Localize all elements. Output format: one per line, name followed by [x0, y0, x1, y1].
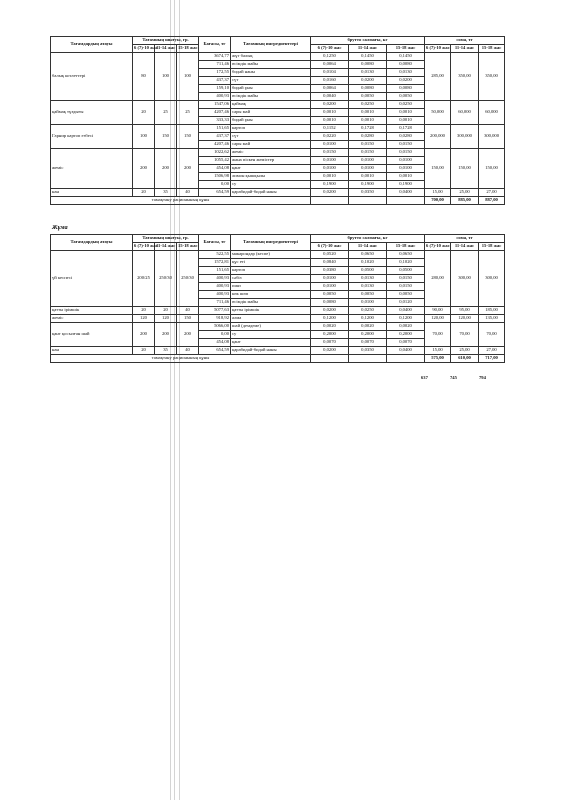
- brutto-value: 0,0150: [387, 283, 425, 291]
- age-header: 11-14 жас: [349, 243, 387, 251]
- dish-name: қант қосылған шай: [51, 323, 133, 347]
- extra-total: 745: [450, 375, 457, 380]
- portion-value: 250/30: [177, 251, 199, 307]
- portion-value: 35: [155, 347, 177, 355]
- table-row: [51, 149, 505, 157]
- price-value: 3674,77: [199, 53, 231, 61]
- brutto-value: 0,0050: [387, 291, 425, 299]
- ingredient-name: сәбіз: [231, 275, 311, 283]
- brutto-value: 0,0400: [387, 307, 425, 315]
- dish-name: Гарнир картоп езбесі: [51, 125, 133, 149]
- brutto-value: 0,0200: [349, 77, 387, 85]
- portion-value: 35: [155, 189, 177, 197]
- dish-name: қаймақ тұздығы: [51, 101, 133, 125]
- table-row: [51, 315, 505, 323]
- price-value: 400,93: [199, 291, 231, 299]
- col-ingredient-header: Тағамның ингредиенттері: [231, 235, 311, 251]
- price-value: 918,92: [199, 315, 231, 323]
- age-header: 6 (7)-10 жас: [133, 243, 155, 251]
- ration-cost-total: 885,00: [451, 197, 479, 205]
- table-row: [51, 307, 505, 315]
- ingredient-name: сүт: [231, 77, 311, 85]
- amount-value: 70,00: [425, 323, 451, 347]
- brutto-value: 0,0020: [349, 323, 387, 331]
- amount-value: 300,000: [451, 125, 479, 149]
- brutto-value: 0,0130: [349, 69, 387, 77]
- price-value: 159,10: [199, 85, 231, 93]
- brutto-value: 0,0150: [349, 149, 387, 157]
- ration-cost-total: 575,00: [425, 355, 451, 363]
- brutto-value: 0,0250: [349, 307, 387, 315]
- age-header: 6 (7)-10 жас: [425, 243, 451, 251]
- brutto-value: 0,0250: [387, 101, 425, 109]
- portion-value: 40: [177, 189, 199, 197]
- brutto-value: 0,0150: [387, 149, 425, 157]
- price-value: 1022,62: [199, 149, 231, 157]
- col-dish-header: Тағамдардың атауы: [51, 235, 133, 251]
- amount-value: 150,00: [425, 149, 451, 189]
- price-value: 1055,42: [199, 157, 231, 165]
- ingredient-name: пияз: [231, 283, 311, 291]
- brutto-value: 0,0020: [311, 323, 349, 331]
- brutto-value: 0,0080: [387, 85, 425, 93]
- table-row: [51, 101, 505, 109]
- brutto-value: 0,1250: [311, 53, 349, 61]
- brutto-value: 0,1900: [311, 181, 349, 189]
- amount-value: 15,00: [425, 347, 451, 355]
- dish-name: балық котлеттері: [51, 53, 133, 101]
- brutto-value: 0,0250: [349, 101, 387, 109]
- brutto-value: 0,2000: [349, 331, 387, 339]
- ingredient-name: лимон қышқылы: [231, 173, 311, 181]
- price-value: 5077,63: [199, 307, 231, 315]
- brutto-value: 0,1020: [387, 259, 425, 267]
- portion-value: 100: [133, 125, 155, 149]
- brutto-value: 0,0010: [387, 109, 425, 117]
- ingredient-name: қарабидай-бидай наны: [231, 347, 311, 355]
- amount-value: 120,00: [451, 315, 479, 323]
- extra-total: 794: [479, 375, 486, 380]
- brutto-value: 0,0120: [387, 299, 425, 307]
- table-row: [51, 347, 505, 355]
- ingredient-name: қатты ірімшік: [231, 307, 311, 315]
- extra-total: 637: [421, 375, 428, 380]
- price-value: 5066,00: [199, 323, 231, 331]
- brutto-value: 0,0130: [387, 69, 425, 77]
- brutto-value: 0,0200: [311, 347, 349, 355]
- brutto-value: 0,0500: [349, 267, 387, 275]
- col-brutto-header: брутто салмағы, кг: [311, 235, 425, 243]
- price-value: 711,46: [199, 299, 231, 307]
- brutto-value: 0,0010: [387, 117, 425, 125]
- brutto-value: 0,0100: [387, 165, 425, 173]
- price-value: 711,46: [199, 61, 231, 69]
- brutto-value: 0,0080: [387, 61, 425, 69]
- brutto-value: 0,2000: [311, 331, 349, 339]
- ration-cost-total: 700,00: [425, 197, 451, 205]
- age-header: 15-18 жас: [177, 243, 199, 251]
- age-header: 6 (7)-10 жас: [133, 45, 155, 53]
- portion-value: 200: [177, 149, 199, 189]
- brutto-value: 0,0400: [387, 189, 425, 197]
- col-amount-header: сома, тг: [425, 235, 505, 243]
- col-portion-header: Тағамның шығуы, гр.: [133, 235, 199, 243]
- col-brutto-header: брутто салмағы, кг: [311, 37, 425, 45]
- table-row: [51, 189, 505, 197]
- portion-value: 20: [133, 101, 155, 125]
- menu-table-day2: [50, 234, 505, 363]
- brutto-value: 0,1020: [349, 259, 387, 267]
- amount-value: 200,000: [425, 125, 451, 149]
- col-price-header: Бағасы, тг: [199, 235, 231, 251]
- ingredient-name: бидай ұны: [231, 117, 311, 125]
- brutto-value: 0,0100: [387, 157, 425, 165]
- brutto-value: 0,0520: [311, 251, 349, 259]
- portion-value: 20: [155, 307, 177, 315]
- col-portion-header: Тағамның шығуы, гр.: [133, 37, 199, 45]
- brutto-value: 0,0010: [311, 117, 349, 125]
- price-value: 4207,46: [199, 141, 231, 149]
- portion-value: 200: [155, 323, 177, 347]
- brutto-value: 0,0080: [349, 61, 387, 69]
- brutto-value: 0,1200: [349, 315, 387, 323]
- price-value: 400,93: [199, 275, 231, 283]
- age-header: 11-14 жас: [155, 45, 177, 53]
- ingredient-name: жана піскен жемістер: [231, 157, 311, 165]
- ingredient-name: макарондар (кеспе): [231, 251, 311, 259]
- age-header: 6 (7)-10 жас: [311, 45, 349, 53]
- age-header: 15-18 жас: [387, 45, 425, 53]
- col-amount-header: сома, тг: [425, 37, 505, 45]
- brutto-value: 0,0200: [311, 189, 349, 197]
- price-value: 0,00: [199, 181, 231, 189]
- portion-value: 40: [177, 347, 199, 355]
- portion-value: 200: [133, 323, 155, 347]
- brutto-value: 0,0500: [387, 267, 425, 275]
- amount-value: 300,000: [479, 125, 505, 149]
- brutto-value: 0,1200: [387, 315, 425, 323]
- brutto-value: 0,0070: [311, 339, 349, 347]
- col-ingredient-header: Тағамның ингредиенттері: [231, 37, 311, 53]
- portion-value: 200: [177, 323, 199, 347]
- brutto-value: 0,0100: [311, 165, 349, 173]
- portion-value: 20: [133, 347, 155, 355]
- table-row: [51, 53, 505, 61]
- amount-value: 120,00: [425, 315, 451, 323]
- ingredient-name: су: [231, 331, 311, 339]
- brutto-value: 0,0350: [349, 189, 387, 197]
- brutto-value: 0,1152: [311, 125, 349, 133]
- brutto-value: 0,1900: [387, 181, 425, 189]
- amount-value: 50,000: [425, 101, 451, 125]
- portion-value: 25: [155, 101, 177, 125]
- portion-value: 100: [155, 53, 177, 101]
- ration-cost-label: тамақтану рационының құны: [51, 197, 311, 205]
- age-header: 6 (7)-10 жас: [311, 243, 349, 251]
- brutto-value: 0,0130: [349, 283, 387, 291]
- amount-value: 25,00: [451, 189, 479, 197]
- brutto-value: 0,0150: [387, 275, 425, 283]
- amount-value: 60,000: [479, 101, 505, 125]
- brutto-value: 0,1450: [349, 53, 387, 61]
- brutto-value: 0,1900: [349, 181, 387, 189]
- ingredient-name: өсімдік майы: [231, 61, 311, 69]
- portion-value: 120: [155, 315, 177, 323]
- ingredient-name: картоп: [231, 125, 311, 133]
- brutto-value: 0,0050: [311, 291, 349, 299]
- price-value: 4207,46: [199, 109, 231, 117]
- amount-value: 95,00: [451, 307, 479, 315]
- price-value: 454,08: [199, 165, 231, 173]
- portion-value: 150: [177, 315, 199, 323]
- amount-value: 15,00: [425, 189, 451, 197]
- price-value: 333,33: [199, 117, 231, 125]
- ingredient-name: сары май: [231, 109, 311, 117]
- amount-value: 300,00: [451, 251, 479, 307]
- amount-value: 25,00: [451, 347, 479, 355]
- price-value: 1506,98: [199, 173, 231, 181]
- brutto-value: 0,0020: [387, 323, 425, 331]
- ration-cost-total: 887,00: [479, 197, 505, 205]
- day-title: Жұма: [52, 225, 68, 231]
- brutto-value: 0,0100: [311, 157, 349, 165]
- table-row: [51, 251, 505, 259]
- ingredient-name: өсімдік майы: [231, 299, 311, 307]
- ration-cost-label: тамақтану рационының құны: [51, 355, 311, 363]
- price-value: 400,93: [199, 93, 231, 101]
- brutto-value: 0,0070: [349, 339, 387, 347]
- age-header: 11-14 жас: [349, 45, 387, 53]
- brutto-value: 0,2000: [387, 331, 425, 339]
- price-value: 437,37: [199, 77, 231, 85]
- amount-value: 90,00: [425, 307, 451, 315]
- portion-value: 200: [155, 149, 177, 189]
- brutto-value: 0,0160: [311, 77, 349, 85]
- menu-table-day1: [50, 36, 505, 205]
- price-value: 654,59: [199, 347, 231, 355]
- brutto-value: 0,0010: [349, 173, 387, 181]
- brutto-value: 0,0050: [349, 291, 387, 299]
- brutto-value: 0,0100: [349, 299, 387, 307]
- dish-name: қатты ірімшік: [51, 307, 133, 315]
- age-header: 15-18 жас: [177, 45, 199, 53]
- brutto-value: 0,0650: [387, 251, 425, 259]
- amount-value: 150,00: [451, 149, 479, 189]
- brutto-value: 0,0200: [311, 307, 349, 315]
- brutto-value: 0,0130: [349, 275, 387, 283]
- ingredient-name: шай (демдеме): [231, 323, 311, 331]
- table-row: [51, 323, 505, 331]
- brutto-value: 0,0150: [311, 149, 349, 157]
- brutto-value: 0,0380: [311, 267, 349, 275]
- portion-value: 20: [133, 189, 155, 197]
- age-header: 6 (7)-10 жас: [425, 45, 451, 53]
- portion-value: 200/25: [133, 251, 155, 307]
- amount-value: 150,00: [479, 149, 505, 189]
- price-value: 522,55: [199, 251, 231, 259]
- brutto-value: 0,0010: [311, 109, 349, 117]
- brutto-value: 0,0064: [311, 61, 349, 69]
- amount-value: 300,00: [479, 251, 505, 307]
- age-header: 11-14 жас: [451, 243, 479, 251]
- ingredient-name: қарабидай-бидай наны: [231, 189, 311, 197]
- brutto-value: 0,0050: [387, 93, 425, 101]
- age-header: 11-14 жас: [155, 243, 177, 251]
- price-value: 454,08: [199, 339, 231, 347]
- price-value: 172,55: [199, 69, 231, 77]
- amount-value: 280,00: [425, 251, 451, 307]
- dish-name: нан: [51, 189, 133, 197]
- brutto-value: 0,0010: [349, 117, 387, 125]
- amount-value: 60,000: [451, 101, 479, 125]
- ingredient-name: сары май: [231, 141, 311, 149]
- amount-value: 285,00: [425, 53, 451, 101]
- age-header: 15-18 жас: [387, 243, 425, 251]
- brutto-value: 0,1728: [349, 125, 387, 133]
- col-dish-header: Тағамдардың атауы: [51, 37, 133, 53]
- ingredient-name: қант: [231, 339, 311, 347]
- price-value: 151,65: [199, 267, 231, 275]
- price-value: 437,37: [199, 133, 231, 141]
- brutto-value: 0,0350: [349, 347, 387, 355]
- brutto-value: 0,0280: [387, 133, 425, 141]
- brutto-value: 0,0100: [311, 283, 349, 291]
- ingredient-name: бидай ұны: [231, 85, 311, 93]
- amount-value: 27,00: [479, 347, 505, 355]
- portion-value: 150: [177, 125, 199, 149]
- dish-name: нан: [51, 347, 133, 355]
- brutto-value: 0,0200: [387, 77, 425, 85]
- brutto-value: 0,0400: [387, 347, 425, 355]
- brutto-value: 0,0010: [387, 173, 425, 181]
- brutto-value: 0,0100: [349, 157, 387, 165]
- brutto-value: 0,0840: [311, 259, 349, 267]
- ration-cost-total: 717,00: [479, 355, 505, 363]
- brutto-value: 0,0040: [311, 93, 349, 101]
- brutto-value: 0,1728: [387, 125, 425, 133]
- ingredient-name: картоп: [231, 267, 311, 275]
- price-value: 0,00: [199, 331, 231, 339]
- ingredient-name: сүт: [231, 133, 311, 141]
- ingredient-name: құс еті: [231, 259, 311, 267]
- brutto-value: 0,0050: [349, 93, 387, 101]
- age-header: 15-18 жас: [479, 243, 505, 251]
- brutto-value: 0,0200: [311, 101, 349, 109]
- price-value: 400,93: [199, 283, 231, 291]
- amount-value: 350,00: [479, 53, 505, 101]
- amount-value: 185,00: [479, 307, 505, 315]
- brutto-value: 0,1450: [387, 53, 425, 61]
- portion-value: 200: [133, 149, 155, 189]
- portion-value: 100: [177, 53, 199, 101]
- amount-value: 27,00: [479, 189, 505, 197]
- brutto-value: 0,0070: [387, 339, 425, 347]
- age-header: 15-18 жас: [479, 45, 505, 53]
- brutto-value: 0,0010: [349, 109, 387, 117]
- ingredient-name: жеміс: [231, 149, 311, 157]
- dish-name: жеміс: [51, 149, 133, 189]
- amount-value: 135,00: [479, 315, 505, 323]
- ration-cost-total: 610,00: [451, 355, 479, 363]
- age-header: 11-14 жас: [451, 45, 479, 53]
- brutto-value: 0,0080: [311, 299, 349, 307]
- brutto-value: 0,0100: [311, 141, 349, 149]
- dish-name: үй кеспесі: [51, 251, 133, 307]
- table-row: [51, 125, 505, 133]
- portion-value: 250/30: [155, 251, 177, 307]
- brutto-value: 0,0080: [349, 85, 387, 93]
- brutto-value: 0,0064: [311, 85, 349, 93]
- brutto-value: 0,0100: [349, 165, 387, 173]
- amount-value: 350,00: [451, 53, 479, 101]
- price-value: 1547,06: [199, 101, 231, 109]
- ingredient-name: қаймақ: [231, 101, 311, 109]
- portion-value: 25: [177, 101, 199, 125]
- ingredient-name: жұт балық: [231, 53, 311, 61]
- ingredient-name: су: [231, 181, 311, 189]
- brutto-value: 0,1200: [311, 315, 349, 323]
- portion-value: 120: [133, 315, 155, 323]
- ingredient-name: өсімдік майы: [231, 93, 311, 101]
- brutto-value: 0,0104: [311, 69, 349, 77]
- price-value: 151,65: [199, 125, 231, 133]
- brutto-value: 0,0100: [311, 275, 349, 283]
- ingredient-name: көк шөп: [231, 291, 311, 299]
- portion-value: 20: [133, 307, 155, 315]
- portion-value: 80: [133, 53, 155, 101]
- portion-value: 40: [177, 307, 199, 315]
- amount-value: 70,00: [479, 323, 505, 347]
- brutto-value: 0,0220: [311, 133, 349, 141]
- dish-name: жеміс: [51, 315, 133, 323]
- brutto-value: 0,0010: [311, 173, 349, 181]
- amount-value: 70,00: [451, 323, 479, 347]
- price-value: 1572,81: [199, 259, 231, 267]
- brutto-value: 0,0150: [349, 141, 387, 149]
- portion-value: 150: [155, 125, 177, 149]
- ingredient-name: алма: [231, 315, 311, 323]
- brutto-value: 0,0650: [349, 251, 387, 259]
- brutto-value: 0,0150: [387, 141, 425, 149]
- ingredient-name: бидай наны: [231, 69, 311, 77]
- price-value: 654,59: [199, 189, 231, 197]
- col-price-header: Бағасы, тг: [199, 37, 231, 53]
- brutto-value: 0,0280: [349, 133, 387, 141]
- ingredient-name: қант: [231, 165, 311, 173]
